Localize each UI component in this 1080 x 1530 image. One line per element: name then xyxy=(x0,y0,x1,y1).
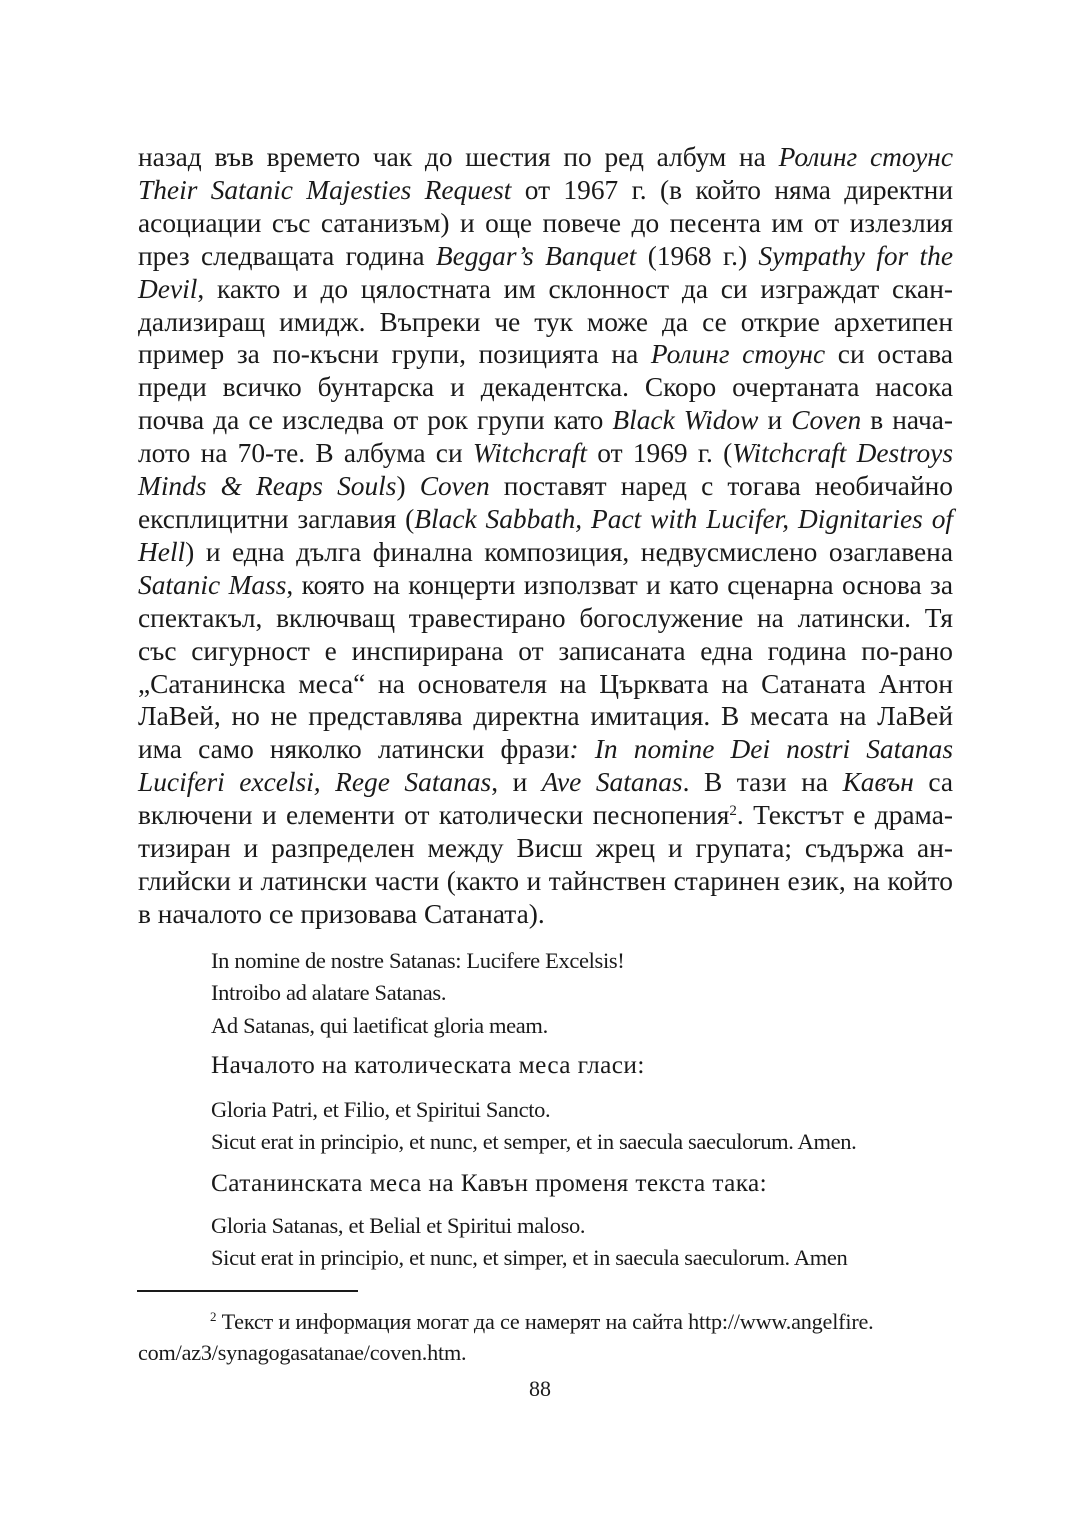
footnote xyxy=(138,1307,953,1368)
footnote-reference: 2 xyxy=(729,803,737,820)
latin-verse-catholic xyxy=(211,1094,856,1159)
italic-title-run: Satanic Mass xyxy=(138,569,287,600)
text-run: от 1967 г. (в който няма директни асоциации със сатанизъм) и още повече до песента им от излезлия през следващата година xyxy=(138,174,953,271)
verse-line: Gloria Satanas, et Belial et Spiritui maloso. xyxy=(211,1213,586,1238)
italic-title-run: Coven xyxy=(419,471,490,502)
intro-catholic-mass: Началото на католическата меса гласи: xyxy=(211,1051,645,1079)
text-run: , и xyxy=(491,767,542,798)
italic-title-run: Ролинг стоунс Their Satanic Majesties Request xyxy=(138,142,953,205)
text-run: назад във времето чак до шестия по ред албум на xyxy=(138,142,779,172)
footnote-divider xyxy=(137,1290,358,1292)
footnote-marker: 2 xyxy=(210,1309,217,1324)
italic-title-run: Witchcraft Destroys Minds & Reaps Souls xyxy=(138,438,953,502)
intro-coven-mass: Сатанинската меса на Кавън променя текста така: xyxy=(211,1169,768,1197)
text-run: (1968 г.) xyxy=(636,240,759,271)
text-run: ) и една дълга финална композиция, недвусмислено озаглавена xyxy=(185,536,953,567)
italic-title-run: Beggar’s Banquet xyxy=(435,240,637,271)
italic-title-run: Ave Satanas xyxy=(541,767,683,798)
italic-title-run: Witchcraft xyxy=(472,438,587,469)
body-paragraph xyxy=(138,141,953,931)
text-run: , както и до цялостната им склонност да си изграждат скандализиращ имидж. Въпреки че тук може да се открие архетипен пример за по-късни групи, позицията на xyxy=(138,273,953,370)
text-run: и xyxy=(758,405,792,436)
verse-line: Introibo ad alatare Satanas. xyxy=(211,980,447,1006)
text-run: . Текстът е драматизиран и разпределен между Висш жрец и групата; съдържа английски и латински части (както и тайнствен старинен език, на който в началото се призовава Сатаната). xyxy=(138,800,953,929)
italic-title-run: Black Widow xyxy=(612,405,759,436)
verse-line: Ad Satanas, qui laetificat gloria meam. xyxy=(211,1012,548,1038)
footnote-text-line2: com/az3/synagogasatanae/coven.htm. xyxy=(138,1339,467,1365)
page-number: 88 xyxy=(529,1376,551,1401)
latin-verse-coven xyxy=(211,1210,847,1275)
text-run: поставят наред с тогава необичайно експлицитни заглавия ( xyxy=(138,471,953,534)
verse-line: In nomine de nostre Satanas: Lucifere Excelsis! xyxy=(211,948,625,973)
latin-verse-satanic-mass xyxy=(211,945,624,1042)
footnote-text-line1: Текст и информация могат да се намерят на сайта http://www.angelfire. xyxy=(216,1309,874,1334)
text-run: в началото на 70-те. В албума си xyxy=(138,405,954,469)
verse-line: Sicut erat in principio, et nunc, et semper, et in saecula saeculorum. Amen. xyxy=(211,1129,857,1155)
text-run: ) xyxy=(396,471,420,502)
text-run: . В тази на xyxy=(682,767,843,798)
verse-line: Sicut erat in principio, et nunc, et simper, et in saecula saeculorum. Amen xyxy=(211,1245,848,1271)
text-run: , която на концерти използват и като сценарна основа за спектакъл, включващ травестирано богослужение на латински. Тя със сигурност е инспирирана от записаната една година по-рано „Сатанинска меса“ на основателя на Църквата на Сатаната Антон ЛаВей, но не представлява директна имитация. В месата на ЛаВей има само няколко латински фрази xyxy=(138,569,953,765)
italic-title-run: Кавън xyxy=(842,767,914,798)
text-run: си остава преди всичко бунтарска и декадентска. Скоро очертаната насока почва да се изследва от рок групи като xyxy=(138,339,953,436)
text-run: от 1969 г. ( xyxy=(586,438,733,469)
italic-title-run: Coven xyxy=(791,405,862,436)
italic-title-run: Sympathy for the Devil xyxy=(138,240,954,304)
text-run: са включени и елементи от католически песнопения xyxy=(138,767,954,831)
italic-title-run: Black Sabbath, Pact with Lucifer, Dignitaries of Hell xyxy=(138,503,954,567)
verse-line: Gloria Patri, et Filio, et Spiritui Sancto. xyxy=(211,1097,551,1122)
italic-title-run: : In nomine Dei nostri Satanas Luciferi excelsi, Rege Satanas xyxy=(138,734,953,798)
italic-title-run: Ролинг стоунс xyxy=(650,339,826,370)
